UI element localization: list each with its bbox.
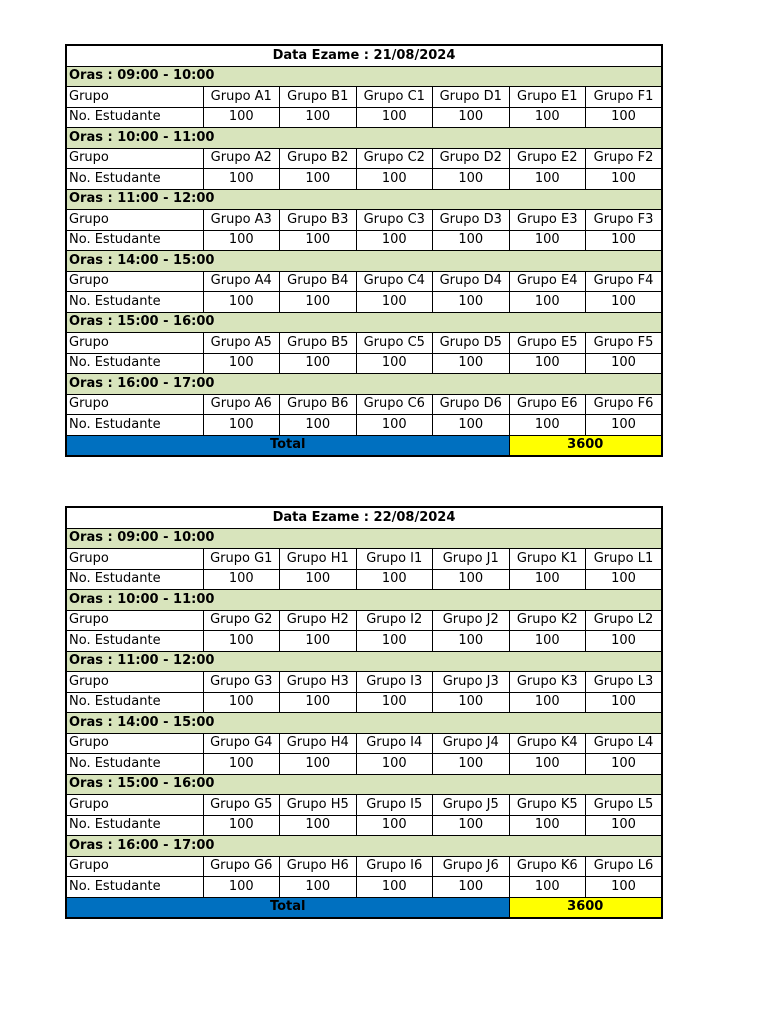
group-cell: Grupo H3 (280, 672, 357, 693)
student-count-cell: 100 (509, 569, 586, 590)
time-slot-row (66, 528, 662, 549)
group-cell: Grupo B2 (280, 148, 357, 169)
group-cell: Grupo F2 (586, 148, 663, 169)
group-row-label: Grupo (66, 333, 203, 354)
group-row-label: Grupo (66, 549, 203, 570)
group-cell: Grupo G4 (203, 733, 280, 754)
group-row (66, 733, 662, 754)
student-count-cell: 100 (509, 353, 586, 374)
student-count-cell: 100 (203, 292, 280, 313)
group-cell: Grupo E6 (509, 394, 586, 415)
group-cell: Grupo G5 (203, 795, 280, 816)
group-cell: Grupo H4 (280, 733, 357, 754)
group-cell: Grupo F1 (586, 87, 663, 108)
group-cell: Grupo A5 (203, 333, 280, 354)
group-row (66, 856, 662, 877)
group-row (66, 795, 662, 816)
student-count-cell: 100 (586, 230, 663, 251)
time-slot-row (66, 713, 662, 734)
title-row (66, 507, 662, 528)
student-count-cell: 100 (203, 107, 280, 128)
student-count-cell: 100 (203, 815, 280, 836)
student-count-cell: 100 (280, 169, 357, 190)
student-count-cell: 100 (509, 692, 586, 713)
student-count-cell: 100 (356, 107, 433, 128)
student-count-label: No. Estudante (66, 415, 203, 436)
group-row-label: Grupo (66, 672, 203, 693)
group-cell: Grupo H6 (280, 856, 357, 877)
group-row-label: Grupo (66, 394, 203, 415)
group-cell: Grupo G6 (203, 856, 280, 877)
group-cell: Grupo D2 (433, 148, 510, 169)
group-cell: Grupo G2 (203, 610, 280, 631)
student-count-cell: 100 (433, 569, 510, 590)
student-count-cell: 100 (586, 692, 663, 713)
group-cell: Grupo J1 (433, 549, 510, 570)
student-count-cell: 100 (356, 815, 433, 836)
student-count-cell: 100 (356, 692, 433, 713)
student-count-cell: 100 (280, 631, 357, 652)
student-count-cell: 100 (280, 877, 357, 898)
student-count-cell: 100 (433, 353, 510, 374)
group-row-label: Grupo (66, 856, 203, 877)
student-count-cell: 100 (509, 107, 586, 128)
group-cell: Grupo G3 (203, 672, 280, 693)
student-count-cell: 100 (356, 353, 433, 374)
time-slot-row (66, 66, 662, 87)
group-cell: Grupo L2 (586, 610, 663, 631)
time-slot-header: Oras : 16:00 - 17:00 (66, 374, 662, 395)
time-slot-row (66, 651, 662, 672)
group-cell: Grupo A1 (203, 87, 280, 108)
student-count-cell: 100 (509, 292, 586, 313)
group-row (66, 271, 662, 292)
student-count-label: No. Estudante (66, 230, 203, 251)
total-row (66, 435, 662, 456)
total-value: 3600 (509, 435, 662, 456)
student-count-label: No. Estudante (66, 754, 203, 775)
group-cell: Grupo D1 (433, 87, 510, 108)
total-label: Total (66, 897, 509, 918)
group-row (66, 87, 662, 108)
student-count-cell: 100 (433, 230, 510, 251)
group-cell: Grupo K3 (509, 672, 586, 693)
group-cell: Grupo C1 (356, 87, 433, 108)
group-cell: Grupo L4 (586, 733, 663, 754)
student-count-label: No. Estudante (66, 107, 203, 128)
time-slot-header: Oras : 14:00 - 15:00 (66, 251, 662, 272)
group-cell: Grupo C5 (356, 333, 433, 354)
student-count-cell: 100 (433, 292, 510, 313)
student-count-label: No. Estudante (66, 631, 203, 652)
student-count-row (66, 292, 662, 313)
student-count-cell: 100 (586, 815, 663, 836)
student-count-cell: 100 (509, 877, 586, 898)
group-row (66, 148, 662, 169)
student-count-cell: 100 (356, 292, 433, 313)
student-count-cell: 100 (586, 631, 663, 652)
group-row (66, 210, 662, 231)
group-cell: Grupo B1 (280, 87, 357, 108)
group-cell: Grupo D6 (433, 394, 510, 415)
group-cell: Grupo J5 (433, 795, 510, 816)
group-cell: Grupo H1 (280, 549, 357, 570)
group-cell: Grupo E2 (509, 148, 586, 169)
time-slot-row (66, 836, 662, 857)
student-count-cell: 100 (280, 353, 357, 374)
student-count-cell: 100 (586, 107, 663, 128)
group-cell: Grupo F4 (586, 271, 663, 292)
student-count-label: No. Estudante (66, 877, 203, 898)
group-row (66, 672, 662, 693)
time-slot-header: Oras : 11:00 - 12:00 (66, 651, 662, 672)
student-count-cell: 100 (203, 631, 280, 652)
student-count-cell: 100 (203, 415, 280, 436)
group-cell: Grupo A4 (203, 271, 280, 292)
student-count-cell: 100 (356, 877, 433, 898)
student-count-row (66, 230, 662, 251)
exam-date-title: Data Ezame : 22/08/2024 (66, 507, 662, 528)
student-count-row (66, 169, 662, 190)
student-count-cell: 100 (280, 292, 357, 313)
group-cell: Grupo E4 (509, 271, 586, 292)
student-count-cell: 100 (586, 877, 663, 898)
student-count-cell: 100 (509, 815, 586, 836)
group-cell: Grupo K5 (509, 795, 586, 816)
group-cell: Grupo I1 (356, 549, 433, 570)
student-count-cell: 100 (356, 631, 433, 652)
time-slot-header: Oras : 14:00 - 15:00 (66, 713, 662, 734)
student-count-cell: 100 (509, 230, 586, 251)
student-count-cell: 100 (586, 415, 663, 436)
total-value: 3600 (509, 897, 662, 918)
student-count-cell: 100 (433, 692, 510, 713)
group-cell: Grupo C4 (356, 271, 433, 292)
student-count-cell: 100 (433, 415, 510, 436)
student-count-cell: 100 (203, 353, 280, 374)
student-count-cell: 100 (433, 877, 510, 898)
time-slot-row (66, 774, 662, 795)
student-count-cell: 100 (280, 815, 357, 836)
group-cell: Grupo B4 (280, 271, 357, 292)
time-slot-header: Oras : 09:00 - 10:00 (66, 528, 662, 549)
student-count-label: No. Estudante (66, 815, 203, 836)
group-cell: Grupo C6 (356, 394, 433, 415)
group-cell: Grupo L5 (586, 795, 663, 816)
student-count-cell: 100 (433, 631, 510, 652)
time-slot-row (66, 189, 662, 210)
student-count-cell: 100 (356, 415, 433, 436)
student-count-cell: 100 (356, 169, 433, 190)
student-count-cell: 100 (203, 230, 280, 251)
group-cell: Grupo I5 (356, 795, 433, 816)
time-slot-header: Oras : 11:00 - 12:00 (66, 189, 662, 210)
exam-date-title: Data Ezame : 21/08/2024 (66, 45, 662, 66)
group-row (66, 610, 662, 631)
student-count-cell: 100 (203, 692, 280, 713)
student-count-label: No. Estudante (66, 569, 203, 590)
group-cell: Grupo L1 (586, 549, 663, 570)
group-cell: Grupo E5 (509, 333, 586, 354)
group-row-label: Grupo (66, 271, 203, 292)
group-row (66, 333, 662, 354)
time-slot-header: Oras : 10:00 - 11:00 (66, 590, 662, 611)
student-count-cell: 100 (280, 692, 357, 713)
group-cell: Grupo K1 (509, 549, 586, 570)
time-slot-row (66, 312, 662, 333)
group-cell: Grupo F3 (586, 210, 663, 231)
student-count-cell: 100 (203, 169, 280, 190)
time-slot-row (66, 128, 662, 149)
student-count-row (66, 631, 662, 652)
student-count-cell: 100 (509, 415, 586, 436)
group-cell: Grupo K4 (509, 733, 586, 754)
group-cell: Grupo E3 (509, 210, 586, 231)
group-cell: Grupo G1 (203, 549, 280, 570)
student-count-row (66, 415, 662, 436)
group-cell: Grupo H5 (280, 795, 357, 816)
student-count-cell: 100 (586, 353, 663, 374)
group-cell: Grupo K2 (509, 610, 586, 631)
group-row-label: Grupo (66, 733, 203, 754)
group-cell: Grupo H2 (280, 610, 357, 631)
group-cell: Grupo A2 (203, 148, 280, 169)
group-row-label: Grupo (66, 610, 203, 631)
group-cell: Grupo J2 (433, 610, 510, 631)
time-slot-header: Oras : 16:00 - 17:00 (66, 836, 662, 857)
group-cell: Grupo D3 (433, 210, 510, 231)
exam-schedule-table-1 (65, 44, 663, 457)
student-count-cell: 100 (280, 415, 357, 436)
student-count-label: No. Estudante (66, 169, 203, 190)
student-count-cell: 100 (280, 754, 357, 775)
student-count-row (66, 692, 662, 713)
group-cell: Grupo B6 (280, 394, 357, 415)
student-count-label: No. Estudante (66, 292, 203, 313)
total-label: Total (66, 435, 509, 456)
group-cell: Grupo L3 (586, 672, 663, 693)
time-slot-header: Oras : 15:00 - 16:00 (66, 774, 662, 795)
group-cell: Grupo E1 (509, 87, 586, 108)
time-slot-row (66, 251, 662, 272)
student-count-cell: 100 (356, 230, 433, 251)
student-count-row (66, 569, 662, 590)
student-count-cell: 100 (280, 569, 357, 590)
student-count-cell: 100 (433, 169, 510, 190)
group-row (66, 394, 662, 415)
student-count-cell: 100 (433, 815, 510, 836)
student-count-row (66, 107, 662, 128)
group-row-label: Grupo (66, 87, 203, 108)
group-cell: Grupo J3 (433, 672, 510, 693)
group-cell: Grupo F5 (586, 333, 663, 354)
student-count-cell: 100 (433, 107, 510, 128)
total-row (66, 897, 662, 918)
group-row-label: Grupo (66, 210, 203, 231)
student-count-row (66, 877, 662, 898)
student-count-cell: 100 (280, 107, 357, 128)
student-count-cell: 100 (586, 169, 663, 190)
student-count-cell: 100 (509, 631, 586, 652)
student-count-row (66, 815, 662, 836)
student-count-cell: 100 (203, 877, 280, 898)
group-cell: Grupo A6 (203, 394, 280, 415)
student-count-cell: 100 (586, 292, 663, 313)
group-cell: Grupo J4 (433, 733, 510, 754)
student-count-label: No. Estudante (66, 353, 203, 374)
group-row-label: Grupo (66, 148, 203, 169)
group-cell: Grupo C3 (356, 210, 433, 231)
group-cell: Grupo I3 (356, 672, 433, 693)
time-slot-header: Oras : 10:00 - 11:00 (66, 128, 662, 149)
title-row (66, 45, 662, 66)
group-cell: Grupo K6 (509, 856, 586, 877)
student-count-cell: 100 (280, 230, 357, 251)
exam-schedule-table-2 (65, 506, 663, 919)
group-cell: Grupo D4 (433, 271, 510, 292)
group-cell: Grupo L6 (586, 856, 663, 877)
student-count-cell: 100 (586, 569, 663, 590)
student-count-row (66, 353, 662, 374)
group-cell: Grupo A3 (203, 210, 280, 231)
time-slot-header: Oras : 09:00 - 10:00 (66, 66, 662, 87)
time-slot-row (66, 590, 662, 611)
student-count-cell: 100 (433, 754, 510, 775)
time-slot-row (66, 374, 662, 395)
student-count-cell: 100 (356, 569, 433, 590)
student-count-cell: 100 (509, 754, 586, 775)
student-count-cell: 100 (586, 754, 663, 775)
student-count-row (66, 754, 662, 775)
group-cell: Grupo I2 (356, 610, 433, 631)
student-count-cell: 100 (203, 754, 280, 775)
group-cell: Grupo J6 (433, 856, 510, 877)
student-count-cell: 100 (203, 569, 280, 590)
group-row-label: Grupo (66, 795, 203, 816)
group-cell: Grupo B3 (280, 210, 357, 231)
group-cell: Grupo C2 (356, 148, 433, 169)
student-count-label: No. Estudante (66, 692, 203, 713)
group-cell: Grupo I6 (356, 856, 433, 877)
student-count-cell: 100 (509, 169, 586, 190)
time-slot-header: Oras : 15:00 - 16:00 (66, 312, 662, 333)
group-cell: Grupo F6 (586, 394, 663, 415)
group-row (66, 549, 662, 570)
group-cell: Grupo B5 (280, 333, 357, 354)
group-cell: Grupo I4 (356, 733, 433, 754)
group-cell: Grupo D5 (433, 333, 510, 354)
student-count-cell: 100 (356, 754, 433, 775)
